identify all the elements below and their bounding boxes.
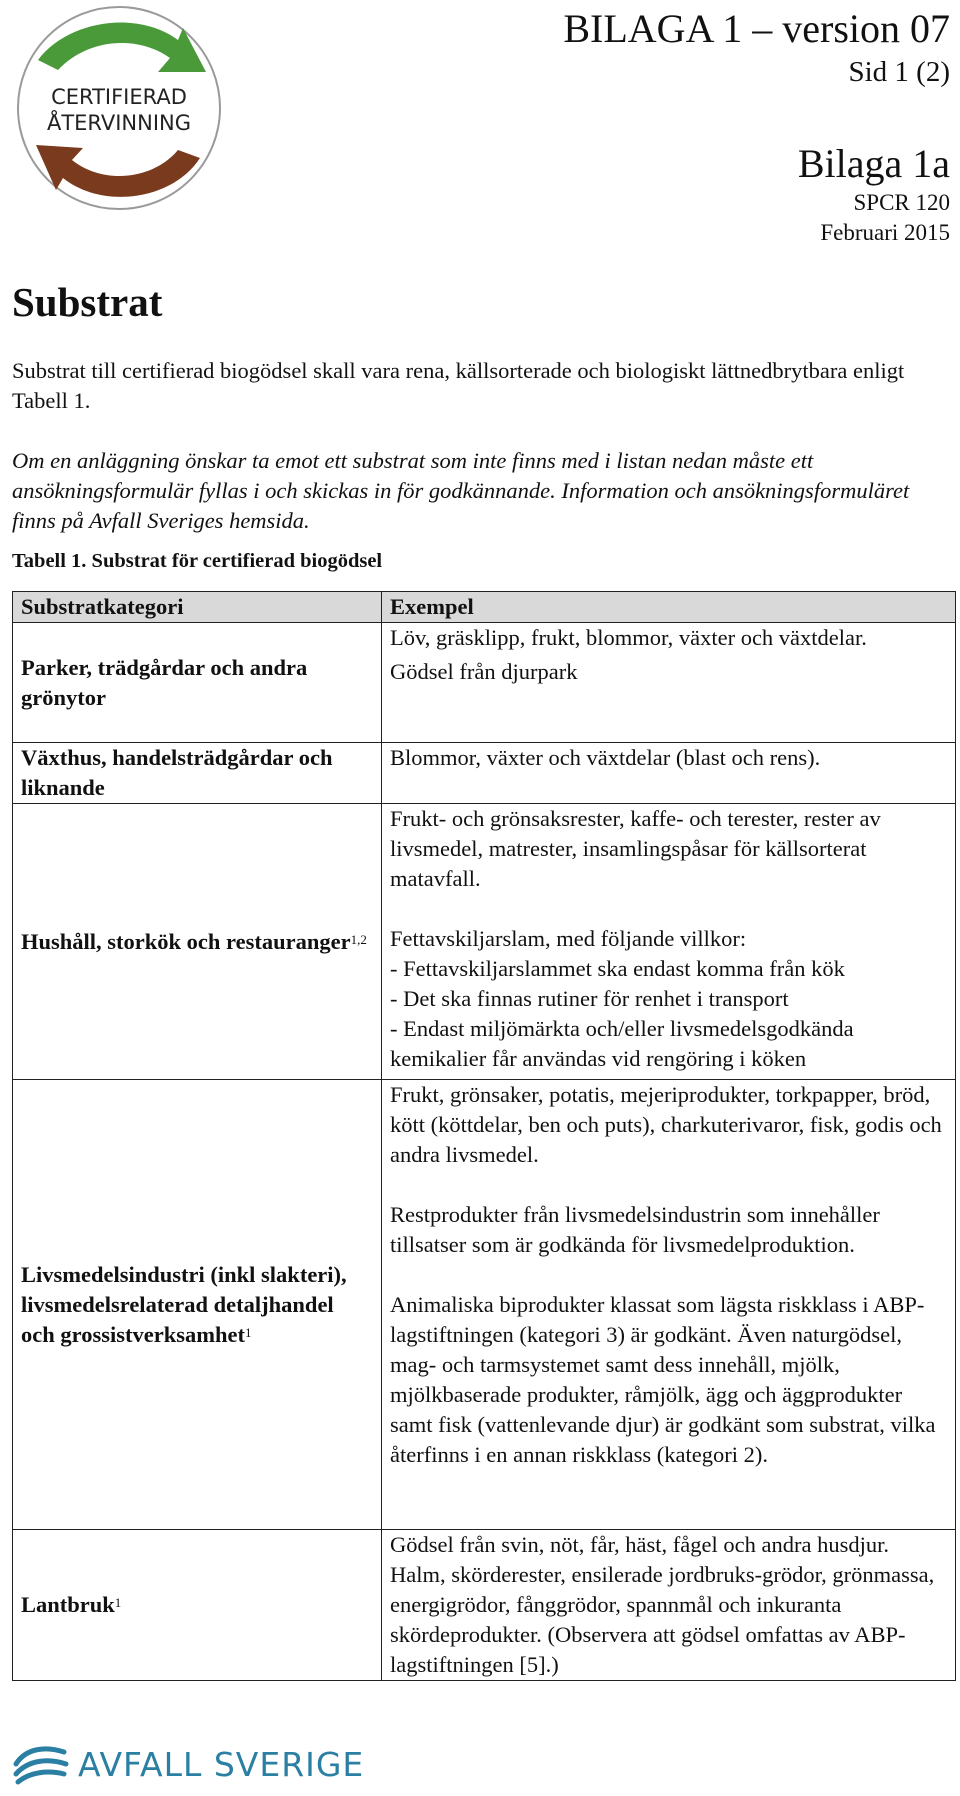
category-cell: Parker, trädgårdar och andra grönytor <box>13 623 382 743</box>
logo-text-line2: ÅTERVINNING <box>46 111 192 135</box>
certifierad-atervinning-logo <box>8 0 230 220</box>
table-row <box>13 804 956 1080</box>
table-row <box>13 1530 956 1681</box>
page-indicator: Sid 1 (2) <box>848 56 950 88</box>
header-category: Substratkategori <box>13 592 382 623</box>
green-arrow-icon <box>38 23 206 72</box>
header-examples: Exempel <box>382 592 956 623</box>
table-caption: Tabell 1. Substrat för certifierad biogödsel <box>12 550 383 572</box>
footer-brand-text: AVFALL SVERIGE <box>78 1745 365 1784</box>
appendix-title: Bilaga 1a <box>797 141 950 186</box>
category-cell: Växthus, handelsträdgårdar och liknande <box>13 743 382 804</box>
intro-paragraph: Substrat till certifierad biogödsel skall vara rena, källsorterade och biologiskt lättnedbrytbara enligt Tabell 1. <box>12 358 905 413</box>
spcr-number: SPCR 120 <box>853 190 950 215</box>
substrate-table <box>12 591 956 1681</box>
table-row <box>13 623 956 743</box>
doc-date: Februari 2015 <box>820 220 950 245</box>
table-header-row <box>13 592 956 623</box>
wave-icon <box>16 1749 66 1782</box>
examples-cell: Frukt- och grönsaksrester, kaffe- och terester, rester av livsmedel, matrester, insamlingspåsar för källsorterat matavfall. Fettavskiljarslam, med följande villkor: - Fettavskiljarslammet ska endast komma från kök - Det ska finnas rutiner för renhet i transport - Endast miljömärkta och/eller livsmedelsgodkända kemikalier får användas vid rengöring i köken <box>382 804 956 1080</box>
category-cell: Livsmedelsindustri (inkl slakteri), livsmedelsrelaterad detaljhandel och grossistverksamhet$^1$ <box>13 1080 382 1530</box>
page-title: Substrat <box>12 279 163 325</box>
doc-title: BILAGA 1 – version 07 <box>563 6 950 51</box>
application-paragraph: Om en anläggning önskar ta emot ett substrat som inte finns med i listan nedan måste ett ansökningsformulär fyllas i och skickas in för godkännande. Information och ansökningsformuläret finns på Avfall Sveriges hemsida. <box>12 448 910 533</box>
table-row <box>13 1080 956 1530</box>
brown-arrow-icon <box>36 145 200 197</box>
examples-cell: Gödsel från svin, nöt, får, häst, fågel och andra husdjur. Halm, skörderester, ensilerade jordbruks-grödor, grönmassa, energigrödor, fånggrödor, spannmål och inkuranta skördeprodukter. (Observera att gödsel omfattas av ABP-lagstiftningen [5].) <box>382 1530 956 1681</box>
table-row <box>13 743 956 804</box>
document-header <box>563 6 950 90</box>
logo-text-line1: CERTIFIERAD <box>51 85 187 109</box>
category-cell: Hushåll, storkök och restauranger$^{1,2}$ <box>13 804 382 1080</box>
examples-cell: Löv, gräsklipp, frukt, blommor, växter och växtdelar. Gödsel från djurpark <box>382 623 956 743</box>
avfall-sverige-logo <box>12 1738 372 1786</box>
examples-cell: Frukt, grönsaker, potatis, mejeriprodukter, torkpapper, bröd, kött (köttdelar, ben och puts), charkuterivaror, fisk, godis och andra livsmedel. Restprodukter från livsmedelsindustrin som innehåller tillsatser som är godkända för livsmedelproduktion. Animaliska biprodukter klassat som lägsta riskklass i ABP-lagstiftningen (kategori 3) är godkänt. Även naturgödsel, mag- och tarmsystemet samt dess innehåll, mjölk, mjölkbaserade produkter, råmjölk, ägg och äggprodukter samt fisk (vattenlevande djur) är godkänt som substrat, vilka återfinns i en annan riskklass (kategori 2). <box>382 1080 956 1530</box>
examples-cell: Blommor, växter och växtdelar (blast och rens). <box>382 743 956 804</box>
appendix-block <box>798 140 950 248</box>
category-cell: Lantbruk$^1$ <box>13 1530 382 1681</box>
